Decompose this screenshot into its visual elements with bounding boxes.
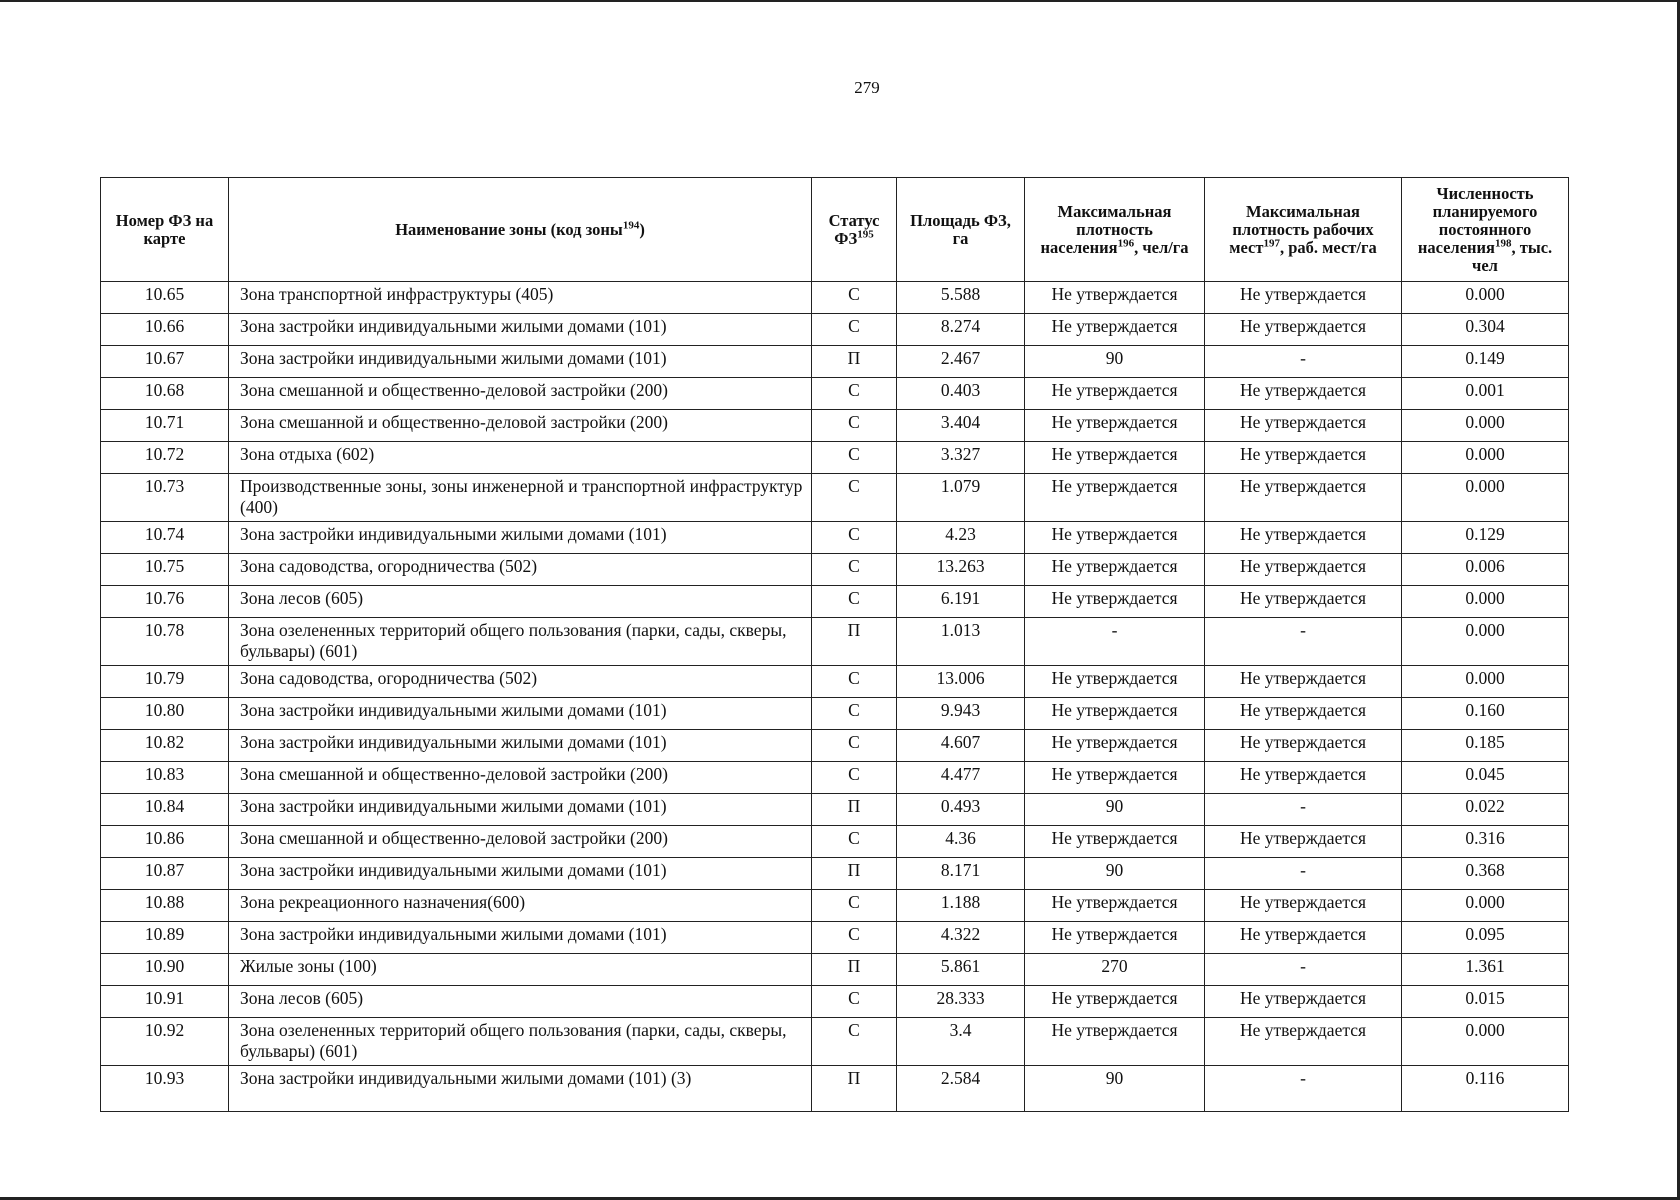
cell-zone-name: Зона озелененных территорий общего пользования (парки, сады, скверы, бульвары) (601) bbox=[229, 1018, 812, 1066]
table-row bbox=[101, 890, 1569, 922]
cell-planned-population: 0.000 bbox=[1402, 442, 1569, 474]
cell-area: 0.403 bbox=[897, 378, 1025, 410]
cell-area: 9.943 bbox=[897, 698, 1025, 730]
cell-zone-number: 10.80 bbox=[101, 698, 229, 730]
cell-zone-name: Зона садоводства, огородничества (502) bbox=[229, 554, 812, 586]
cell-zone-number: 10.79 bbox=[101, 666, 229, 698]
cell-area: 5.861 bbox=[897, 954, 1025, 986]
cell-population-density: Не утверждается bbox=[1025, 522, 1205, 554]
cell-population-density: Не утверждается bbox=[1025, 922, 1205, 954]
cell-area: 4.322 bbox=[897, 922, 1025, 954]
cell-zone-name: Зона застройки индивидуальными жилыми домами (101) bbox=[229, 698, 812, 730]
cell-area: 28.333 bbox=[897, 986, 1025, 1018]
cell-area: 5.588 bbox=[897, 282, 1025, 314]
cell-area: 6.191 bbox=[897, 586, 1025, 618]
table-row bbox=[101, 1018, 1569, 1066]
cell-population-density: Не утверждается bbox=[1025, 986, 1205, 1018]
cell-status: С bbox=[812, 474, 897, 522]
table-row bbox=[101, 586, 1569, 618]
cell-zone-number: 10.65 bbox=[101, 282, 229, 314]
cell-population-density: Не утверждается bbox=[1025, 666, 1205, 698]
cell-zone-name: Жилые зоны (100) bbox=[229, 954, 812, 986]
page-top-border bbox=[0, 0, 1680, 2]
cell-planned-population: 0.001 bbox=[1402, 378, 1569, 410]
cell-zone-number: 10.72 bbox=[101, 442, 229, 474]
cell-jobs-density: - bbox=[1205, 618, 1402, 666]
cell-planned-population: 0.006 bbox=[1402, 554, 1569, 586]
cell-population-density: Не утверждается bbox=[1025, 554, 1205, 586]
header-jobs-density: Максимальная плотность рабочих мест$^{197}$, раб. мест/га bbox=[1205, 178, 1402, 282]
cell-population-density: Не утверждается bbox=[1025, 442, 1205, 474]
table-row bbox=[101, 282, 1569, 314]
header-planned-population: Численность планируемого постоянного населения$^{198}$, тыс. чел bbox=[1402, 178, 1569, 282]
cell-population-density: Не утверждается bbox=[1025, 378, 1205, 410]
cell-status: С bbox=[812, 442, 897, 474]
cell-planned-population: 0.368 bbox=[1402, 858, 1569, 890]
cell-status: С bbox=[812, 890, 897, 922]
table-row bbox=[101, 554, 1569, 586]
header-population-density: Максимальная плотность населения$^{196}$, чел/га bbox=[1025, 178, 1205, 282]
cell-zone-number: 10.91 bbox=[101, 986, 229, 1018]
cell-status: С bbox=[812, 282, 897, 314]
cell-population-density: 90 bbox=[1025, 1066, 1205, 1112]
cell-population-density: Не утверждается bbox=[1025, 890, 1205, 922]
cell-population-density: 90 bbox=[1025, 858, 1205, 890]
cell-area: 0.493 bbox=[897, 794, 1025, 826]
cell-zone-name: Зона застройки индивидуальными жилыми домами (101) (3) bbox=[229, 1066, 812, 1112]
cell-status: П bbox=[812, 954, 897, 986]
table-row bbox=[101, 954, 1569, 986]
cell-jobs-density: Не утверждается bbox=[1205, 410, 1402, 442]
table-row bbox=[101, 858, 1569, 890]
cell-population-density: Не утверждается bbox=[1025, 410, 1205, 442]
cell-status: С bbox=[812, 378, 897, 410]
cell-zone-name: Зона смешанной и общественно-деловой застройки (200) bbox=[229, 410, 812, 442]
table-row bbox=[101, 474, 1569, 522]
cell-planned-population: 0.000 bbox=[1402, 666, 1569, 698]
cell-planned-population: 0.000 bbox=[1402, 618, 1569, 666]
cell-zone-name: Зона озелененных территорий общего пользования (парки, сады, скверы, бульвары) (601) bbox=[229, 618, 812, 666]
cell-zone-number: 10.66 bbox=[101, 314, 229, 346]
cell-planned-population: 0.160 bbox=[1402, 698, 1569, 730]
cell-status: С bbox=[812, 826, 897, 858]
cell-area: 3.4 bbox=[897, 1018, 1025, 1066]
table-row bbox=[101, 346, 1569, 378]
cell-area: 1.188 bbox=[897, 890, 1025, 922]
cell-zone-number: 10.75 bbox=[101, 554, 229, 586]
cell-jobs-density: Не утверждается bbox=[1205, 922, 1402, 954]
cell-status: С bbox=[812, 762, 897, 794]
table-row bbox=[101, 698, 1569, 730]
table-row bbox=[101, 794, 1569, 826]
table-row bbox=[101, 618, 1569, 666]
cell-status: С bbox=[812, 698, 897, 730]
cell-population-density: Не утверждается bbox=[1025, 314, 1205, 346]
cell-area: 1.013 bbox=[897, 618, 1025, 666]
zones-table bbox=[100, 177, 1569, 1112]
cell-planned-population: 0.045 bbox=[1402, 762, 1569, 794]
cell-area: 8.274 bbox=[897, 314, 1025, 346]
cell-jobs-density: Не утверждается bbox=[1205, 826, 1402, 858]
cell-jobs-density: Не утверждается bbox=[1205, 986, 1402, 1018]
cell-planned-population: 0.000 bbox=[1402, 474, 1569, 522]
cell-zone-name: Зона лесов (605) bbox=[229, 586, 812, 618]
cell-population-density: 270 bbox=[1025, 954, 1205, 986]
cell-population-density: - bbox=[1025, 618, 1205, 666]
cell-population-density: Не утверждается bbox=[1025, 698, 1205, 730]
header-status: Статус ФЗ$^{195}$ bbox=[812, 178, 897, 282]
cell-population-density: Не утверждается bbox=[1025, 1018, 1205, 1066]
cell-planned-population: 0.000 bbox=[1402, 282, 1569, 314]
cell-jobs-density: Не утверждается bbox=[1205, 378, 1402, 410]
cell-zone-name: Зона застройки индивидуальными жилыми домами (101) bbox=[229, 346, 812, 378]
cell-population-density: Не утверждается bbox=[1025, 826, 1205, 858]
table-row bbox=[101, 1066, 1569, 1112]
cell-area: 4.23 bbox=[897, 522, 1025, 554]
cell-jobs-density: - bbox=[1205, 794, 1402, 826]
cell-jobs-density: Не утверждается bbox=[1205, 1018, 1402, 1066]
cell-status: С bbox=[812, 922, 897, 954]
cell-area: 8.171 bbox=[897, 858, 1025, 890]
cell-status: П bbox=[812, 618, 897, 666]
cell-jobs-density: Не утверждается bbox=[1205, 730, 1402, 762]
cell-zone-number: 10.87 bbox=[101, 858, 229, 890]
cell-planned-population: 0.022 bbox=[1402, 794, 1569, 826]
cell-zone-name: Зона застройки индивидуальными жилыми домами (101) bbox=[229, 858, 812, 890]
cell-status: П bbox=[812, 1066, 897, 1112]
cell-zone-number: 10.82 bbox=[101, 730, 229, 762]
cell-status: С bbox=[812, 666, 897, 698]
cell-zone-number: 10.86 bbox=[101, 826, 229, 858]
cell-planned-population: 0.000 bbox=[1402, 410, 1569, 442]
cell-zone-number: 10.74 bbox=[101, 522, 229, 554]
cell-zone-name: Зона лесов (605) bbox=[229, 986, 812, 1018]
table-row bbox=[101, 826, 1569, 858]
table-row bbox=[101, 378, 1569, 410]
cell-jobs-density: Не утверждается bbox=[1205, 442, 1402, 474]
cell-planned-population: 0.185 bbox=[1402, 730, 1569, 762]
table-row bbox=[101, 986, 1569, 1018]
cell-zone-name: Зона транспортной инфраструктуры (405) bbox=[229, 282, 812, 314]
cell-zone-number: 10.89 bbox=[101, 922, 229, 954]
cell-zone-number: 10.73 bbox=[101, 474, 229, 522]
cell-population-density: Не утверждается bbox=[1025, 474, 1205, 522]
cell-zone-name: Производственные зоны, зоны инженерной и транспортной инфраструктур (400) bbox=[229, 474, 812, 522]
cell-planned-population: 0.149 bbox=[1402, 346, 1569, 378]
header-zone-number: Номер ФЗ на карте bbox=[101, 178, 229, 282]
cell-zone-number: 10.92 bbox=[101, 1018, 229, 1066]
cell-zone-number: 10.93 bbox=[101, 1066, 229, 1112]
cell-zone-number: 10.68 bbox=[101, 378, 229, 410]
cell-jobs-density: Не утверждается bbox=[1205, 890, 1402, 922]
cell-zone-name: Зона смешанной и общественно-деловой застройки (200) bbox=[229, 762, 812, 794]
cell-zone-name: Зона застройки индивидуальными жилыми домами (101) bbox=[229, 522, 812, 554]
header-zone-name: Наименование зоны (код зоны$^{194}$) bbox=[229, 178, 812, 282]
cell-zone-number: 10.84 bbox=[101, 794, 229, 826]
cell-jobs-density: Не утверждается bbox=[1205, 554, 1402, 586]
cell-zone-name: Зона застройки индивидуальными жилыми домами (101) bbox=[229, 922, 812, 954]
cell-area: 3.327 bbox=[897, 442, 1025, 474]
cell-zone-name: Зона садоводства, огородничества (502) bbox=[229, 666, 812, 698]
cell-area: 2.467 bbox=[897, 346, 1025, 378]
cell-zone-number: 10.76 bbox=[101, 586, 229, 618]
cell-status: С bbox=[812, 554, 897, 586]
table-row bbox=[101, 522, 1569, 554]
cell-area: 3.404 bbox=[897, 410, 1025, 442]
cell-jobs-density: Не утверждается bbox=[1205, 586, 1402, 618]
cell-status: С bbox=[812, 314, 897, 346]
cell-area: 2.584 bbox=[897, 1066, 1025, 1112]
cell-jobs-density: Не утверждается bbox=[1205, 282, 1402, 314]
cell-zone-number: 10.90 bbox=[101, 954, 229, 986]
table-row bbox=[101, 410, 1569, 442]
cell-population-density: Не утверждается bbox=[1025, 282, 1205, 314]
cell-zone-number: 10.71 bbox=[101, 410, 229, 442]
cell-planned-population: 0.015 bbox=[1402, 986, 1569, 1018]
cell-status: П bbox=[812, 858, 897, 890]
cell-zone-name: Зона смешанной и общественно-деловой застройки (200) bbox=[229, 826, 812, 858]
page-number: 279 bbox=[854, 78, 880, 97]
cell-population-density: Не утверждается bbox=[1025, 586, 1205, 618]
cell-area: 13.263 bbox=[897, 554, 1025, 586]
cell-area: 1.079 bbox=[897, 474, 1025, 522]
cell-population-density: 90 bbox=[1025, 794, 1205, 826]
cell-status: П bbox=[812, 346, 897, 378]
cell-planned-population: 0.304 bbox=[1402, 314, 1569, 346]
cell-jobs-density: Не утверждается bbox=[1205, 666, 1402, 698]
cell-status: С bbox=[812, 1018, 897, 1066]
cell-zone-name: Зона застройки индивидуальными жилыми домами (101) bbox=[229, 794, 812, 826]
cell-zone-name: Зона отдыха (602) bbox=[229, 442, 812, 474]
cell-status: С bbox=[812, 730, 897, 762]
cell-area: 4.477 bbox=[897, 762, 1025, 794]
cell-planned-population: 0.000 bbox=[1402, 586, 1569, 618]
cell-jobs-density: Не утверждается bbox=[1205, 314, 1402, 346]
cell-status: С bbox=[812, 410, 897, 442]
cell-planned-population: 0.000 bbox=[1402, 1018, 1569, 1066]
cell-planned-population: 0.116 bbox=[1402, 1066, 1569, 1112]
cell-zone-name: Зона смешанной и общественно-деловой застройки (200) bbox=[229, 378, 812, 410]
cell-area: 13.006 bbox=[897, 666, 1025, 698]
cell-status: С bbox=[812, 986, 897, 1018]
cell-area: 4.36 bbox=[897, 826, 1025, 858]
table-row bbox=[101, 314, 1569, 346]
table-row bbox=[101, 762, 1569, 794]
cell-zone-name: Зона застройки индивидуальными жилыми домами (101) bbox=[229, 730, 812, 762]
header-area: Площадь ФЗ, га bbox=[897, 178, 1025, 282]
cell-jobs-density: - bbox=[1205, 858, 1402, 890]
cell-status: П bbox=[812, 794, 897, 826]
cell-jobs-density: Не утверждается bbox=[1205, 474, 1402, 522]
cell-jobs-density: Не утверждается bbox=[1205, 698, 1402, 730]
table-row bbox=[101, 922, 1569, 954]
cell-zone-number: 10.78 bbox=[101, 618, 229, 666]
table-row bbox=[101, 666, 1569, 698]
cell-population-density: 90 bbox=[1025, 346, 1205, 378]
cell-planned-population: 0.316 bbox=[1402, 826, 1569, 858]
cell-population-density: Не утверждается bbox=[1025, 762, 1205, 794]
cell-planned-population: 0.129 bbox=[1402, 522, 1569, 554]
cell-area: 4.607 bbox=[897, 730, 1025, 762]
cell-jobs-density: - bbox=[1205, 954, 1402, 986]
cell-population-density: Не утверждается bbox=[1025, 730, 1205, 762]
table-row bbox=[101, 442, 1569, 474]
cell-status: С bbox=[812, 586, 897, 618]
cell-zone-name: Зона рекреационного назначения(600) bbox=[229, 890, 812, 922]
cell-jobs-density: Не утверждается bbox=[1205, 762, 1402, 794]
cell-zone-number: 10.83 bbox=[101, 762, 229, 794]
cell-zone-number: 10.67 bbox=[101, 346, 229, 378]
cell-planned-population: 1.361 bbox=[1402, 954, 1569, 986]
cell-zone-number: 10.88 bbox=[101, 890, 229, 922]
cell-jobs-density: Не утверждается bbox=[1205, 522, 1402, 554]
cell-zone-name: Зона застройки индивидуальными жилыми домами (101) bbox=[229, 314, 812, 346]
cell-planned-population: 0.000 bbox=[1402, 890, 1569, 922]
cell-planned-population: 0.095 bbox=[1402, 922, 1569, 954]
cell-jobs-density: - bbox=[1205, 1066, 1402, 1112]
cell-jobs-density: - bbox=[1205, 346, 1402, 378]
table-row bbox=[101, 730, 1569, 762]
header-row bbox=[101, 178, 1569, 282]
cell-status: С bbox=[812, 522, 897, 554]
